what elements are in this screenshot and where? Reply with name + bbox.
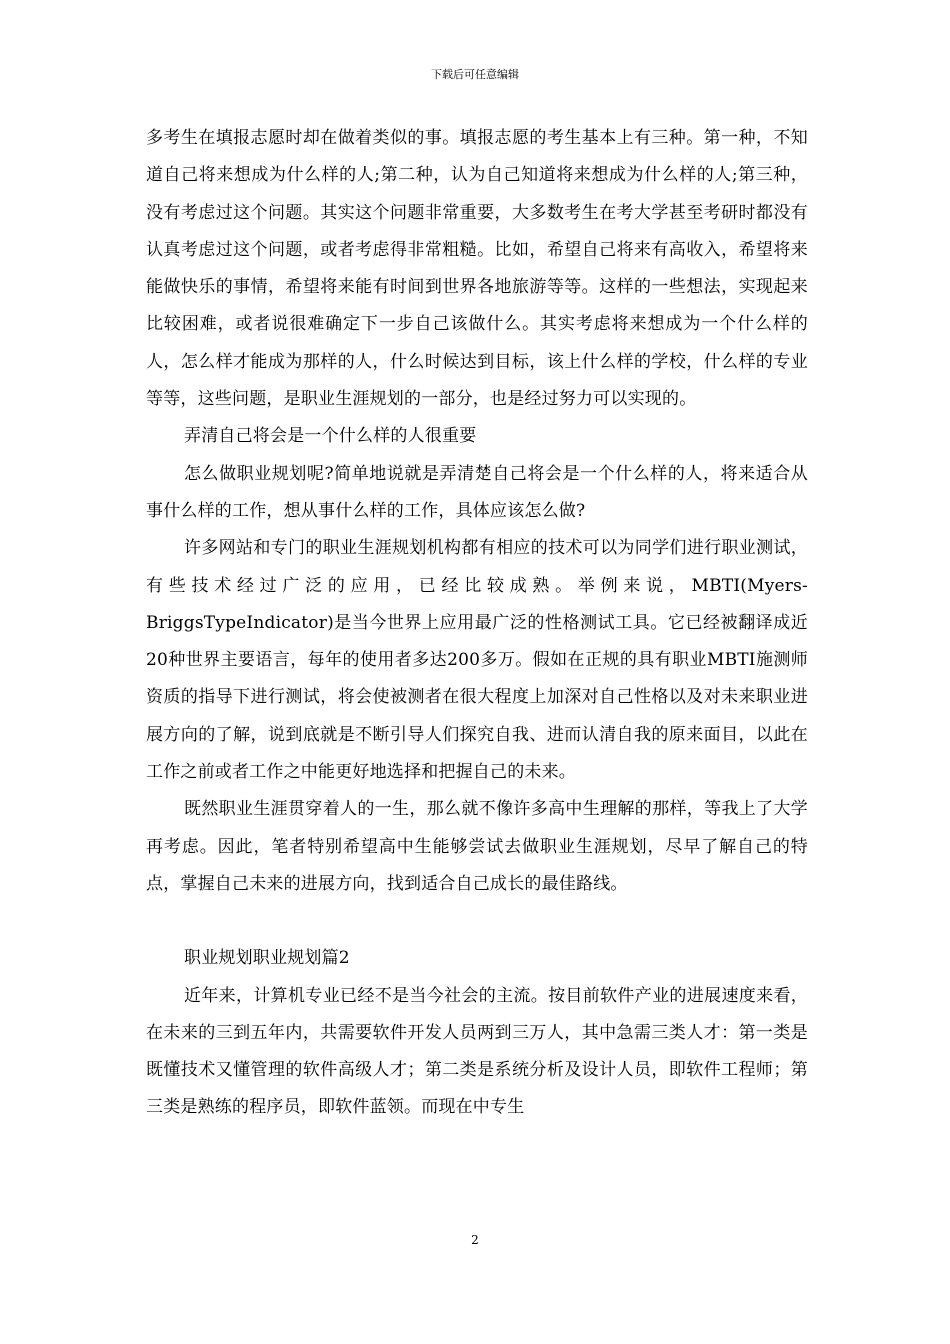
article-title: 职业规划职业规划篇2 xyxy=(184,948,350,969)
document-body xyxy=(146,120,808,1127)
page-number: 2 xyxy=(471,1233,479,1247)
paragraph-mbti: 许多网站和专门的职业生涯规划机构都有相应的技术可以为同学们进行职业测试，有些技术经过广泛的应用，已经比较成熟。举例来说，MBTI(Myers-BriggsTypeIndicator)是当今世界上应用最广泛的性格测试工具。它已经被翻译成近20种世界主要语言，每年的使用者多达200多万。假如在正规的具有职业MBTI施测师资质的指导下进行测试，将会使被测者在很大程度上加深对自己性格以及对未来职业进展方向的了解，说到底就是不断引导人们探究自我、进而认清自我的原来面目，以此在工作之前或者工作之中能更好地选择和把握自己的未来。 xyxy=(146,538,808,783)
paragraph-continuation: 多考生在填报志愿时却在做着类似的事。填报志愿的考生基本上有三种。第一种，不知道自己将来想成为什么样的人;第二种，认为自己知道将来想成为什么样的人;第三种，没有考虑过这个问题。其实这个问题非常重要，大多数考生在考大学甚至考研时都没有认真考虑过这个问题，或者考虑得非常粗糙。比如，希望自己将来有高收入，希望将来能做快乐的事情，希望将来能有时间到世界各地旅游等等。这样的一些想法，实现起来比较困难，或者说很难确定下一步自己该做什么。其实考虑将来想成为一个什么样的人，怎么样才能成为那样的人，什么时候达到目标，该上什么样的学校，什么样的专业等等，这些问题，是职业生涯规划的一部分，也是经过努力可以实现的。 xyxy=(146,128,808,410)
paragraph-lifelong-career: 既然职业生涯贯穿着人的一生，那么就不像许多高中生理解的那样，等我上了大学再考虑。因此，笔者特别希望高中生能够尝试去做职业生涯规划，尽早了解自己的特点，掌握自己未来的进展方向，找到适合自己成长的最佳路线。 xyxy=(146,799,808,894)
page-header: 下载后可任意编辑 xyxy=(431,68,519,81)
paragraph-how-to-plan: 怎么做职业规划呢?简单地说就是弄清楚自己将会是一个什么样的人，将来适合从事什么样的工作，想从事什么样的工作，具体应该怎么做? xyxy=(146,463,808,521)
paragraph-software-industry: 近年来，计算机专业已经不是当今社会的主流。按目前软件产业的进展速度来看，在未来的三到五年内，共需要软件开发人员两到三万人，其中急需三类人才：第一类是既懂技术又懂管理的软件高级人才；第二类是系统分析及设计人员，即软件工程师；第三类是熟练的程序员，即软件蓝领。而现在中专生 xyxy=(146,985,808,1118)
section-heading: 弄清自己将会是一个什么样的人很重要 xyxy=(184,426,477,447)
